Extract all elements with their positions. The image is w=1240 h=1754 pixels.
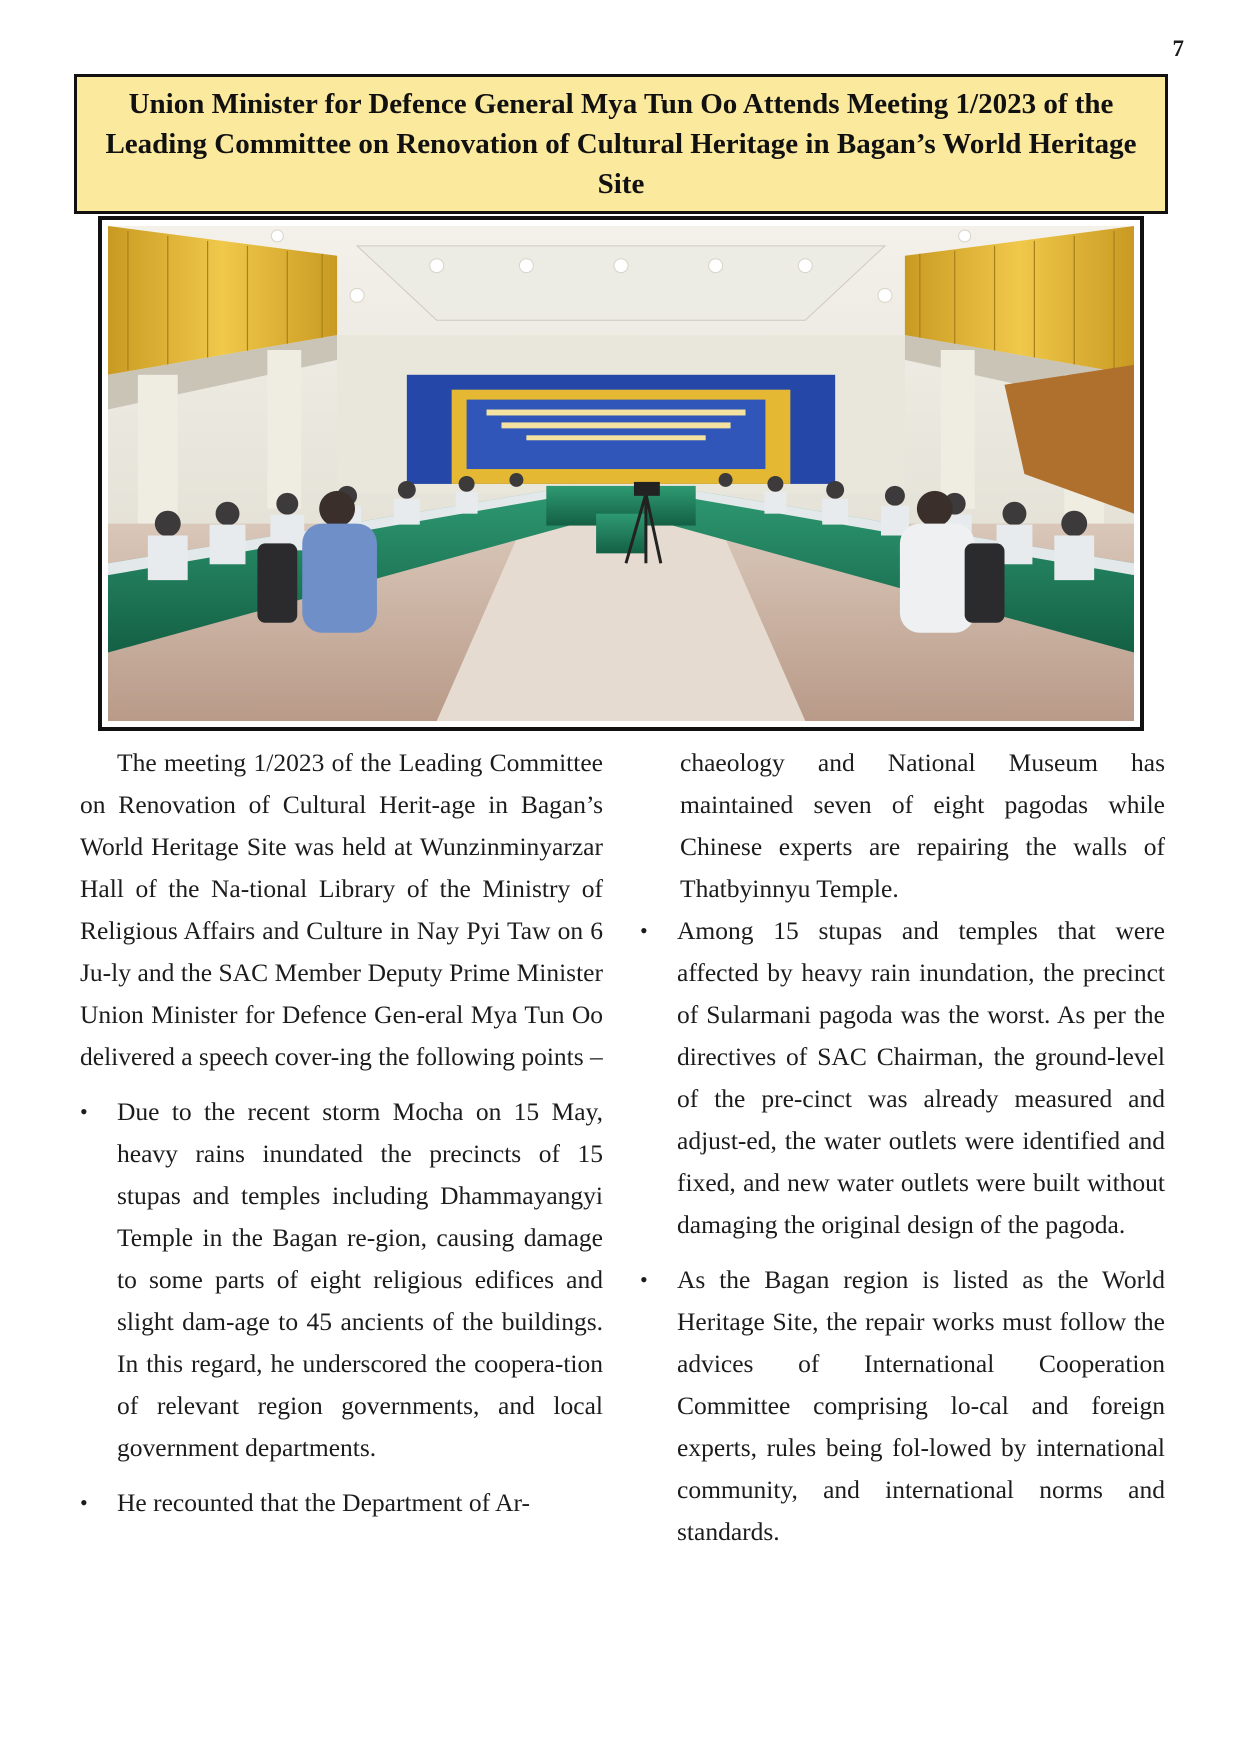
bullet-item: • Among 15 stupas and temples that were affected by heavy rain inundation, the precinct of Sularmani pagoda was the worst. As per the directives of SAC Chairman, the ground-level of the pre-cinct was already measured and adjust-ed, the water outlets were identified and fixed, and new water outlets were built without damaging the original design of the pagoda. <box>640 910 1165 1246</box>
bullet-item: • As the Bagan region is listed as the World Heritage Site, the repair works must follow the advices of International Cooperation Committee comprising lo-cal and foreign experts, rules being fol-lowed by international community, and international norms and standards. <box>640 1259 1165 1553</box>
bullet-item: • Due to the recent storm Mocha on 15 May, heavy rains inundated the precincts of 15 stupas and temples including Dhammayangyi Temple in the Bagan re-gion, causing damage to some parts of eight religious edifices and slight dam-age to 45 ancients of the buildings. In this regard, he underscored the coopera-tion of relevant region governments, and local government departments. <box>80 1091 603 1469</box>
continued-text: chaeology and National Museum has maintained seven of eight pagodas while Chinese experts are repairing the walls of Thatbyinnyu Temple. <box>680 748 1165 903</box>
article-title: Union Minister for Defence General Mya Tun Oo Attends Meeting 1/2023 of the Leading Committee on Renovation of Cultural Heritage in Bagan’s World Heritage Site <box>105 88 1137 200</box>
bullet-item: • He recounted that the Department of Ar- <box>80 1482 603 1524</box>
meeting-hall-photo <box>108 226 1134 721</box>
left-column <box>80 742 603 1524</box>
right-column-bullets <box>640 910 1165 1553</box>
article-photo <box>98 216 1144 731</box>
intro-paragraph: The meeting 1/2023 of the Leading Committee on Renovation of Cultural Herit-age in Bagan’s World Heritage Site was held at Wunzinminyarzar Hall of the Na-tional Library of the Ministry of Religious Affairs and Culture in Nay Pyi Taw on 6 Ju-ly and the SAC Member Deputy Prime Minister Union Minister for Defence Gen-eral Mya Tun Oo delivered a speech cover-ing the following points – <box>80 748 603 1071</box>
bullet-list-left <box>80 1091 603 1524</box>
article-title-box <box>74 74 1168 214</box>
right-column <box>680 742 1165 910</box>
bullet-list-right <box>640 910 1165 1553</box>
page-number: 7 <box>1172 36 1184 61</box>
